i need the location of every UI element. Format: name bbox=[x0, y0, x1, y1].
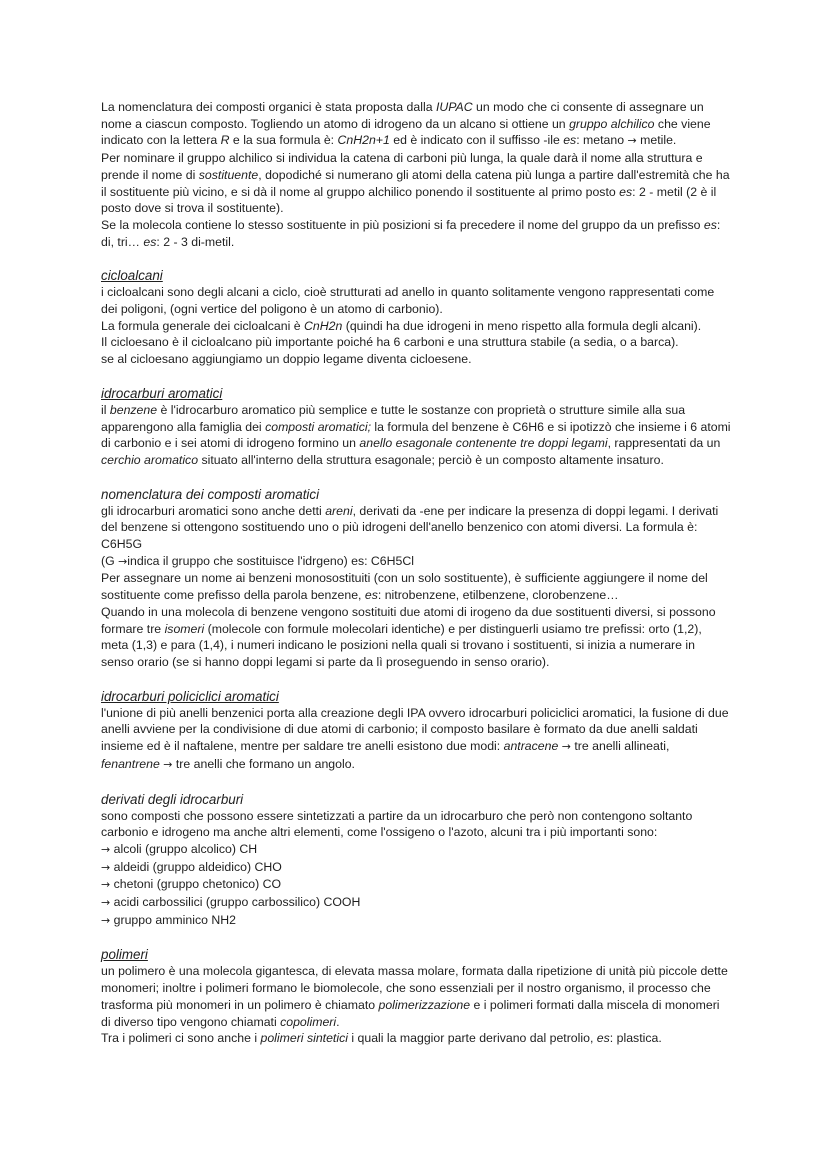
emphasis: es bbox=[619, 184, 633, 199]
text: indica il gruppo che sostituisce l'idrgeno) es: C6H5Cl bbox=[127, 553, 414, 568]
text: . bbox=[336, 1014, 340, 1029]
derivati-paragraph-1: sono composti che possono essere sintetizzati a partire da un idrocarburo che però non contengono soltanto carbonio e idrogeno ma anche altri elementi, come l'ossigeno o l'azoto, alcuni tra i più importanti sono: bbox=[101, 808, 693, 840]
nomenclatura-section bbox=[101, 486, 731, 671]
emphasis: es bbox=[563, 133, 577, 148]
emphasis: es bbox=[143, 234, 157, 249]
arrow-icon: → bbox=[101, 913, 111, 927]
emphasis: es bbox=[364, 588, 378, 603]
emphasis: R bbox=[220, 133, 230, 148]
text: un polimero è una molecola gigantesca, di elevata massa molare, formata dalla ripetizione di unità più piccole dette monomeri; inoltre i polimeri formano le biomolecole, che sono essenziali per il nostro organismo, il processo che trasforma più monomeri in un polimero è chiamato bbox=[101, 964, 728, 1012]
list-item-text: gruppo amminico NH2 bbox=[113, 912, 236, 927]
aromatici-section bbox=[101, 385, 731, 469]
document-page bbox=[101, 99, 731, 1047]
arrow-icon: → bbox=[627, 134, 637, 148]
emphasis: benzene bbox=[109, 402, 158, 417]
arrow-icon: → bbox=[101, 860, 111, 874]
list-item bbox=[101, 894, 731, 912]
intro-section bbox=[101, 99, 731, 250]
text: Tra i polimeri ci sono anche i bbox=[101, 1031, 261, 1046]
emphasis: polimeri sintetici bbox=[260, 1031, 348, 1046]
list-item-text: acidi carbossilici (gruppo carbossilico) COOH bbox=[113, 895, 361, 910]
text: La formula generale dei cicloalcani è bbox=[101, 318, 305, 333]
emphasis: sostituente bbox=[198, 167, 259, 182]
section-heading-policiclici: idrocarburi policiclici aromatici bbox=[101, 688, 279, 704]
text: tre anelli allineati, bbox=[570, 739, 670, 754]
text: situato all'interno della struttura esagonale; perciò è un composto altamente insaturo. bbox=[198, 452, 664, 467]
text: (G bbox=[101, 553, 119, 568]
nomenclatura-paragraph-1 bbox=[101, 503, 731, 553]
cicloalcani-paragraph-4: se al cicloesano aggiungiamo un doppio legame diventa cicloesene. bbox=[101, 352, 472, 367]
list-item bbox=[101, 841, 731, 859]
policiclici-section bbox=[101, 688, 731, 774]
text: Per nominare il gruppo alchilico si individua la catena di carboni più lunga, la quale darà il nome alla struttura e prende il nome di bbox=[101, 151, 703, 182]
cicloalcani-paragraph-1: i cicloalcani sono degli alcani a ciclo, cioè strutturati ad anello in quanto solitamente vengono rappresentati come dei poligoni, (ogni vertice del poligono è un atomo di carbonio). bbox=[101, 285, 715, 317]
text: gli idrocarburi aromatici sono anche detti bbox=[101, 503, 326, 518]
section-heading-polimeri: polimeri bbox=[101, 947, 148, 963]
nomenclatura-paragraph-2 bbox=[101, 553, 731, 571]
list-item bbox=[101, 876, 731, 894]
list-item bbox=[101, 859, 731, 877]
emphasis: copolimeri bbox=[280, 1014, 337, 1029]
section-heading-cicloalcani: cicloalcani bbox=[101, 268, 163, 284]
emphasis: CnH2n bbox=[304, 318, 343, 333]
emphasis: gruppo alchilico bbox=[569, 116, 655, 131]
list-item-text: alcoli (gruppo alcolico) CH bbox=[113, 841, 258, 856]
text: (quindi ha due idrogeni in meno rispetto alla formula degli alcani). bbox=[342, 318, 702, 333]
text: Per assegnare un nome ai benzeni monosostituiti (con un solo sostituente), è sufficiente aggiungere il nome del sostituente come prefisso della parola benzene, bbox=[101, 571, 708, 603]
arrow-icon: → bbox=[101, 878, 111, 892]
text: la formula del benzene è C6H6 e si ipotizzò che insieme i 6 atomi di carbonio e i sei atomi di idrogeno formino un bbox=[101, 419, 731, 451]
text: , derivati da -ene per indicare la presenza di doppi legami. I derivati del benzene si ottengono sostituendo uno o più idrogeni dell'anello benzenico con atomi diversi. La formula è: C6H5G bbox=[101, 503, 719, 552]
section-heading-derivati: derivati degli idrocarburi bbox=[101, 791, 244, 807]
intro-paragraph-2 bbox=[101, 150, 731, 217]
list-item-text: chetoni (gruppo chetonico) CO bbox=[113, 877, 282, 892]
policiclici-paragraph-1 bbox=[101, 705, 731, 774]
arrow-icon: → bbox=[101, 896, 111, 910]
emphasis: polimerizzazione bbox=[378, 997, 471, 1012]
text: un modo che ci consente di assegnare un nome a ciascun composto. Togliendo un atomo di idrogeno da un alcano si ottiene un bbox=[101, 100, 704, 131]
text: , rappresentati da un bbox=[607, 436, 721, 451]
section-heading-aromatici: idrocarburi aromatici bbox=[101, 385, 223, 401]
text: ed è indicato con il suffisso -ile bbox=[389, 133, 564, 148]
text: : metano bbox=[576, 133, 628, 148]
text: : nitrobenzene, etilbenzene, clorobenzene… bbox=[377, 588, 619, 603]
text: Quando in una molecola di benzene vengono sostituiti due atomi di irogeno da due sostituenti diversi, si possono formare tre bbox=[101, 604, 716, 636]
cicloalcani-paragraph-2 bbox=[101, 318, 731, 335]
derivati-section bbox=[101, 791, 731, 930]
emphasis: es bbox=[596, 1031, 610, 1046]
section-heading-nomenclatura: nomenclatura dei composti aromatici bbox=[101, 486, 320, 502]
text: (molecole con formule molecolari identiche) e per distinguerli usiamo tre prefissi: orto (1,2), meta (1,3) e para (1,4), i numeri indicano le posizioni nella quali si trovano i sostituenti, si inizia a numerare in senso orario (se si hanno doppi legami si parte da lì proseguendo in senso orario). bbox=[101, 621, 702, 669]
text: i quali la maggior parte derivano dal petrolio, bbox=[347, 1031, 597, 1046]
emphasis: es bbox=[703, 217, 717, 232]
text: , dopodiché si numerano gli atomi della catena più lunga a partire dall'estremità che ha il sostituente più vicino, e si dà il nome al gruppo alchilico ponendo il sostituente al primo posto bbox=[101, 167, 730, 199]
emphasis: fenantrene bbox=[101, 756, 160, 771]
cicloalcani-paragraph-3: Il cicloesano è il cicloalcano più importante poiché ha 6 carboni e una struttura stabile (a sedia, o a barca). bbox=[101, 335, 679, 350]
emphasis: antracene bbox=[503, 739, 559, 754]
nomenclatura-paragraph-4 bbox=[101, 604, 731, 671]
nomenclatura-paragraph-3 bbox=[101, 570, 731, 603]
list-item-text: aldeidi (gruppo aldeidico) CHO bbox=[113, 859, 282, 874]
text: Se la molecola contiene lo stesso sostituente in più posizioni si fa precedere il nome del gruppo da un prefisso bbox=[101, 217, 704, 232]
aromatici-paragraph-1 bbox=[101, 402, 731, 469]
text: : di, tri… bbox=[101, 217, 721, 249]
emphasis: anello esagonale contenente tre doppi legami bbox=[359, 436, 608, 451]
emphasis: CnH2n+1 bbox=[337, 133, 390, 148]
arrow-icon: → bbox=[118, 554, 128, 568]
arrow-icon: → bbox=[561, 740, 571, 754]
polimeri-paragraph-1 bbox=[101, 963, 731, 1030]
text: metile. bbox=[636, 133, 677, 148]
text: La nomenclatura dei composti organici è stata proposta dalla bbox=[101, 100, 436, 114]
text: : 2 - 3 di-metil. bbox=[156, 234, 235, 249]
intro-paragraph-3 bbox=[101, 217, 731, 250]
text: : plastica. bbox=[609, 1031, 662, 1046]
polimeri-section bbox=[101, 946, 731, 1047]
arrow-icon: → bbox=[101, 842, 111, 856]
cicloalcani-section bbox=[101, 267, 731, 368]
emphasis: cerchio aromatico bbox=[101, 452, 199, 467]
list-item bbox=[101, 912, 731, 930]
text: il bbox=[101, 402, 110, 417]
emphasis: isomeri bbox=[164, 621, 205, 636]
intro-paragraph-1 bbox=[101, 99, 731, 150]
text: è l'idrocarburo aromatico più semplice e tutte le sostanze con proprietà o strutture simile alla sua apparengono alla famiglia dei bbox=[101, 402, 686, 434]
text: l'unione di più anelli benzenici porta alla creazione degli IPA ovvero idrocarburi policiclici aromatici, la fusione di due anelli avviene per la condivisione di due atomi di carbonio; il composto basilare è formato da due anelli saldati insieme ed è il naftalene, mentre per saldare tre anelli esistono due modi: bbox=[101, 705, 729, 754]
emphasis: composti aromatici; bbox=[265, 419, 372, 434]
arrow-icon: → bbox=[163, 757, 173, 771]
emphasis: areni bbox=[325, 503, 353, 518]
text: : 2 - metil (2 è il posto dove si trova il sostituente). bbox=[101, 184, 717, 216]
emphasis: IUPAC bbox=[435, 100, 473, 114]
text: e la sua formula è: bbox=[229, 133, 338, 148]
polimeri-paragraph-2 bbox=[101, 1030, 731, 1047]
text: tre anelli che formano un angolo. bbox=[172, 756, 355, 771]
text: e i polimeri formati dalla miscela di monomeri di diverso tipo vengono chiamati bbox=[101, 997, 720, 1029]
text: che viene indicato con la lettera bbox=[101, 116, 711, 148]
